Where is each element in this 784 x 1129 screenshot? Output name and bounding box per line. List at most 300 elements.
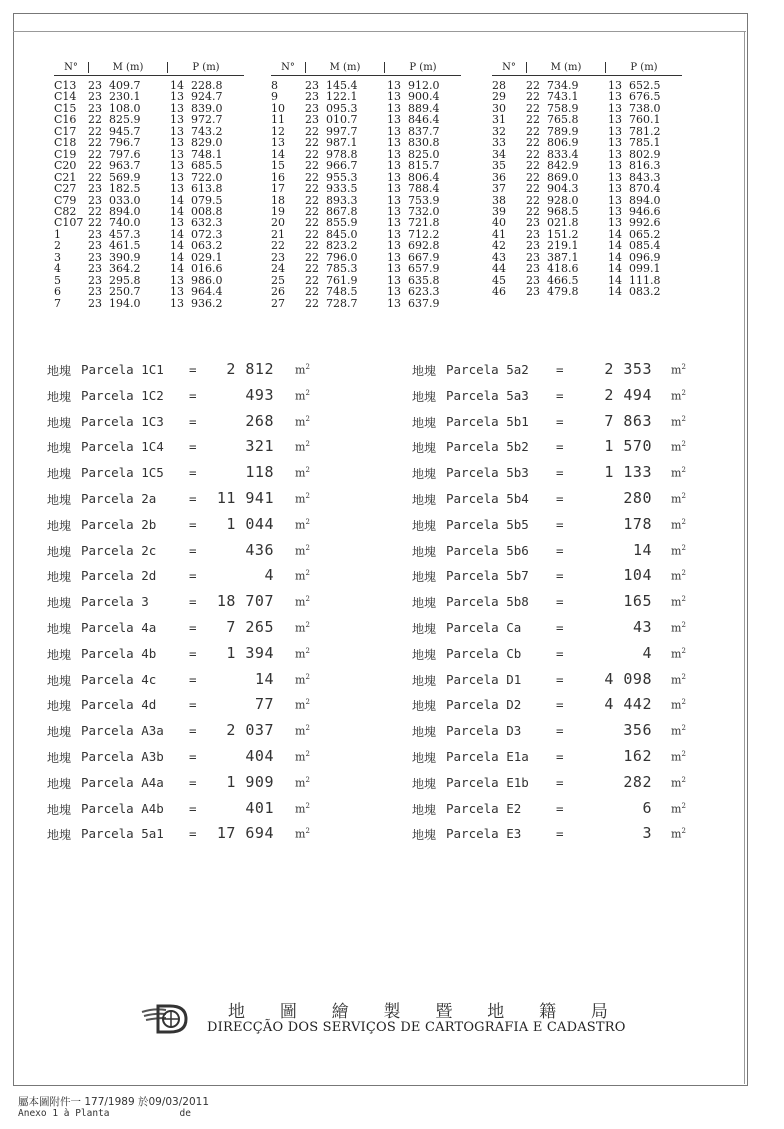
point-number: C13: [54, 79, 77, 92]
parcel-name: Parcela A4b: [81, 800, 164, 816]
parcel-prefix-zh: 地塊: [47, 467, 72, 482]
coord-m: 22 765.8: [526, 113, 579, 127]
parcel-name: Parcela 5a1: [81, 826, 164, 842]
parcel-row: [47, 800, 347, 818]
equals-sign: =: [556, 774, 564, 790]
coord-m: 22 987.1: [305, 136, 358, 150]
frame-line-right: [744, 31, 745, 1084]
parcel-prefix-zh: 地塊: [47, 596, 72, 611]
area-unit: $m^2$: [671, 569, 686, 584]
header-point-number: N°: [54, 62, 89, 73]
parcel-row: [412, 696, 712, 714]
parcel-area-value: 4 098: [604, 669, 652, 688]
coord-p: 14 008.8: [170, 204, 223, 218]
equals-sign: =: [189, 723, 197, 739]
coord-m: 23 095.3: [305, 101, 358, 115]
unit-exponent: 2: [305, 672, 310, 681]
coord-p: 13 613.8: [170, 182, 223, 196]
unit-exponent: 2: [305, 363, 310, 371]
parcel-row: [47, 696, 347, 714]
equals-sign: =: [556, 697, 564, 713]
coord-m: 22 743.1: [526, 90, 579, 104]
parcel-row: [47, 825, 347, 843]
coord-m: 22 997.7: [305, 124, 358, 138]
coord-p: 13 829.0: [170, 136, 223, 150]
point-number: 3: [54, 250, 61, 264]
coord-m: 22 978.8: [305, 147, 358, 161]
parcel-prefix-zh: 地塊: [47, 622, 72, 636]
parcel-name: Parcela 5b2: [446, 439, 529, 455]
parcel-name: Parcela 4b: [81, 645, 157, 661]
coord-m: 22 785.3: [305, 262, 358, 276]
equals-sign: =: [556, 465, 564, 481]
area-unit: $m^2$: [295, 750, 310, 764]
coord-p: 13 685.5: [170, 159, 223, 173]
parcel-prefix-zh: 地塊: [412, 699, 437, 714]
point-number: 24: [271, 262, 285, 276]
parcel-area-value: 165: [623, 592, 652, 611]
coord-m: 23 219.1: [526, 239, 579, 253]
parcel-area-value: 6: [642, 798, 652, 817]
parcel-area-value: 104: [623, 566, 652, 585]
parcel-name: Parcela 5b6: [446, 542, 529, 558]
parcel-name: Parcela Ca: [446, 620, 522, 635]
point-number: C16: [54, 113, 77, 127]
coordinate-rows: [271, 80, 461, 309]
area-unit: $m^2$: [671, 724, 686, 738]
parcel-prefix-zh: 地塊: [412, 441, 437, 456]
parcel-name: Parcela D2: [446, 697, 522, 713]
unit-exponent: 2: [681, 724, 686, 733]
coord-p: 13 936.2: [170, 296, 223, 310]
coord-m: 22 748.5: [305, 285, 358, 299]
parcel-name: Parcela 1C2: [81, 387, 164, 403]
parcel-name: Parcela 5b3: [446, 465, 529, 481]
coord-m: 23 466.5: [526, 273, 579, 287]
point-number: C27: [54, 182, 77, 196]
coord-p: 14 085.4: [608, 239, 661, 253]
equals-sign: =: [189, 826, 197, 842]
area-unit: $m^2$: [671, 621, 686, 635]
coord-m: 23 409.7: [88, 79, 141, 92]
coord-p: 13 894.0: [608, 193, 661, 207]
point-number: 5: [54, 273, 61, 287]
coord-p: 13 788.4: [387, 182, 440, 196]
coordinate-rows: [492, 80, 682, 298]
parcel-row: [47, 387, 347, 405]
parcel-area-value: 17 694: [216, 824, 274, 843]
coord-p: 13 785.1: [608, 136, 661, 150]
department-name-char: 繪: [331, 1002, 349, 1022]
coord-m: 22 833.4: [526, 147, 579, 161]
parcel-row: [47, 567, 347, 585]
point-number: C107: [54, 216, 84, 230]
coord-m: 22 968.5: [526, 204, 579, 218]
unit-exponent: 2: [681, 621, 686, 629]
point-number: 21: [271, 227, 285, 241]
equals-sign: =: [189, 800, 197, 816]
equals-sign: =: [556, 413, 564, 429]
area-unit: $m^2$: [295, 595, 310, 609]
parcel-name: Parcela 1C1: [81, 362, 164, 377]
coord-p: 13 802.9: [608, 147, 661, 161]
point-number: 10: [271, 101, 285, 115]
coord-m: 23 418.6: [526, 262, 579, 276]
header-point-number: N°: [492, 62, 527, 73]
coord-m: 22 796.0: [305, 250, 358, 264]
parcel-prefix-zh: 地塊: [412, 596, 437, 611]
equals-sign: =: [189, 671, 197, 687]
parcel-row: [47, 619, 347, 637]
parcel-row: [412, 464, 712, 482]
parcel-prefix-zh: 地塊: [412, 493, 437, 507]
parcel-name: Parcela 4d: [81, 697, 157, 713]
parcel-area-value: 18 707: [216, 592, 274, 611]
coordinate-row: [54, 160, 244, 171]
coord-m: 23 122.1: [305, 90, 358, 104]
point-number: C21: [54, 170, 77, 184]
coordinate-table: [492, 62, 682, 298]
unit-exponent: 2: [305, 414, 310, 423]
point-number: 6: [54, 285, 61, 299]
parcel-row: [47, 593, 347, 611]
parcel-area-value: 4: [642, 643, 652, 662]
coord-m: 22 855.9: [305, 216, 358, 230]
point-number: 13: [271, 136, 285, 150]
area-unit: $m^2$: [295, 414, 310, 429]
unit-exponent: 2: [305, 750, 310, 758]
coord-m: 23 387.1: [526, 250, 579, 264]
point-number: 40: [492, 216, 506, 230]
parcel-name: Parcela E3: [446, 826, 522, 842]
parcel-area-value: 321: [245, 437, 274, 456]
coordinate-row: [492, 286, 682, 297]
parcel-prefix-zh: 地塊: [47, 802, 72, 817]
equals-sign: =: [189, 387, 197, 403]
parcel-name: Parcela 5b7: [446, 568, 529, 584]
parcel-row: [412, 619, 712, 637]
parcel-area-value: 7 265: [226, 618, 274, 636]
parcel-prefix-zh: 地塊: [47, 776, 72, 791]
parcel-name: Parcela 5b8: [446, 594, 529, 610]
parcel-area-value: 404: [245, 747, 274, 765]
equals-sign: =: [556, 594, 564, 610]
area-unit: $m^2$: [671, 466, 686, 480]
department-name-char: 製: [383, 1002, 401, 1022]
unit-exponent: 2: [305, 827, 310, 836]
unit-exponent: 2: [305, 543, 310, 552]
area-unit: $m^2$: [671, 801, 686, 816]
area-unit: $m^2$: [295, 363, 310, 377]
coord-p: 14 228.8: [170, 79, 223, 92]
area-unit: $m^2$: [295, 517, 310, 532]
parcel-area-value: 7 863: [604, 411, 652, 430]
equals-sign: =: [189, 697, 197, 713]
parcel-area-value: 1 044: [226, 514, 274, 533]
parcel-name: Parcela 5b1: [446, 413, 529, 429]
parcel-prefix-zh: 地塊: [47, 751, 72, 765]
point-number: 22: [271, 239, 285, 253]
parcel-name: Parcela 5b5: [446, 516, 529, 532]
equals-sign: =: [556, 800, 564, 816]
coordinate-row: [271, 183, 461, 194]
coord-m: 22 928.0: [526, 193, 579, 207]
coord-p: 13 637.9: [387, 296, 440, 310]
coord-p: 13 816.3: [608, 159, 661, 173]
coordinate-table-header: [492, 62, 682, 76]
coordinate-row: [54, 263, 244, 274]
area-unit: $m^2$: [295, 440, 310, 455]
unit-exponent: 2: [681, 517, 686, 526]
unit-exponent: 2: [681, 827, 686, 836]
point-number: 17: [271, 182, 285, 196]
coord-p: 13 676.5: [608, 90, 661, 104]
coord-m: 23 021.8: [526, 216, 579, 230]
coord-m: 23 145.4: [305, 79, 358, 92]
area-unit: $m^2$: [295, 543, 310, 558]
point-number: 39: [492, 204, 506, 218]
header-p: P (m): [192, 62, 220, 73]
coord-m: 22 823.2: [305, 239, 358, 253]
point-number: 36: [492, 170, 506, 184]
parcel-name: Parcela 2b: [81, 516, 157, 532]
parcel-area-value: 1 570: [604, 437, 652, 456]
parcel-area-value: 43: [632, 618, 652, 636]
point-number: C17: [54, 124, 77, 138]
parcel-prefix-zh: 地塊: [412, 389, 437, 404]
area-unit: $m^2$: [671, 672, 686, 687]
point-number: C20: [54, 159, 77, 173]
area-unit: $m^2$: [295, 466, 310, 480]
equals-sign: =: [189, 362, 197, 377]
parcel-area-value: 1 909: [226, 772, 274, 791]
equals-sign: =: [556, 491, 564, 506]
coord-p: 13 806.4: [387, 170, 440, 184]
parcel-area-value: 14: [632, 540, 652, 559]
unit-exponent: 2: [681, 569, 686, 578]
parcel-prefix-zh: 地塊: [47, 699, 72, 714]
equals-sign: =: [556, 671, 564, 687]
coordinate-row: [492, 160, 682, 171]
parcel-area-value: 4: [264, 566, 274, 585]
coord-m: 22 869.0: [526, 170, 579, 184]
point-number: 32: [492, 124, 506, 138]
coord-p: 13 964.4: [170, 285, 223, 299]
point-number: 2: [54, 239, 61, 253]
coord-p: 14 065.2: [608, 227, 661, 241]
point-number: 26: [271, 285, 285, 299]
point-number: 33: [492, 136, 506, 150]
point-number: C19: [54, 147, 77, 161]
coord-p: 13 743.2: [170, 124, 223, 138]
area-unit: $m^2$: [295, 646, 310, 661]
area-unit: $m^2$: [295, 827, 310, 842]
parcel-name: Parcela 3: [81, 594, 149, 610]
coord-m: 23 295.8: [88, 273, 141, 287]
coord-m: 22 758.9: [526, 101, 579, 115]
parcel-name: Parcela D1: [446, 671, 522, 687]
parcel-row: [412, 645, 712, 663]
coord-m: 22 945.7: [88, 124, 141, 138]
coordinate-table: [271, 62, 461, 309]
coord-p: 13 992.6: [608, 216, 661, 230]
parcel-prefix-zh: 地塊: [47, 570, 72, 585]
coord-m: 23 033.0: [88, 193, 141, 207]
coord-m: 22 963.7: [88, 159, 141, 173]
area-unit: $m^2$: [295, 698, 310, 713]
unit-exponent: 2: [681, 595, 686, 604]
parcel-prefix-zh: 地塊: [412, 828, 437, 843]
coordinate-row: [271, 298, 461, 309]
parcel-prefix-zh: 地塊: [47, 364, 72, 378]
parcel-name: Parcela 2a: [81, 491, 157, 506]
coord-m: 22 904.3: [526, 182, 579, 196]
coord-m: 23 457.3: [88, 227, 141, 241]
coord-p: 14 079.5: [170, 193, 223, 207]
parcel-row: [412, 671, 712, 689]
parcel-prefix-zh: 地塊: [47, 725, 72, 740]
unit-exponent: 2: [305, 724, 310, 733]
coord-m: 23 182.5: [88, 182, 141, 196]
coord-p: 14 083.2: [608, 285, 661, 299]
unit-exponent: 2: [681, 646, 686, 655]
parcel-prefix-zh: 地塊: [47, 389, 72, 404]
coord-m: 22 955.3: [305, 170, 358, 184]
equals-sign: =: [189, 439, 197, 455]
unit-exponent: 2: [305, 569, 310, 578]
coord-p: 13 839.0: [170, 101, 223, 115]
area-unit: $m^2$: [671, 698, 686, 713]
coord-p: 13 667.9: [387, 250, 440, 264]
coord-p: 13 846.4: [387, 113, 440, 127]
parcel-name: Parcela A3b: [81, 749, 164, 764]
equals-sign: =: [189, 594, 197, 610]
coord-p: 13 889.4: [387, 101, 440, 115]
point-number: 46: [492, 285, 506, 299]
parcel-row: [47, 645, 347, 663]
area-unit: $m^2$: [295, 775, 310, 790]
parcel-name: Parcela 5a2: [446, 362, 529, 377]
point-number: 7: [54, 296, 61, 310]
point-number: 12: [271, 124, 285, 138]
header-m: M (m): [527, 62, 606, 73]
area-unit: $m^2$: [671, 492, 686, 506]
equals-sign: =: [189, 774, 197, 790]
area-unit: $m^2$: [295, 621, 310, 635]
coord-m: 23 108.0: [88, 101, 141, 115]
coord-p: 13 652.5: [608, 79, 661, 92]
point-number: 9: [271, 90, 278, 104]
equals-sign: =: [556, 620, 564, 635]
unit-exponent: 2: [681, 440, 686, 449]
coordinate-row: [271, 263, 461, 274]
point-number: 18: [271, 193, 285, 207]
parcel-name: Parcela 1C3: [81, 413, 164, 429]
annex-plan-de: de: [179, 1108, 191, 1119]
coord-m: 22 797.6: [88, 147, 141, 161]
coord-p: 13 692.8: [387, 239, 440, 253]
parcel-row: [47, 722, 347, 740]
coord-m: 23 151.2: [526, 227, 579, 241]
parcel-name: Parcela 4c: [81, 671, 157, 687]
parcel-area-value: 118: [245, 463, 274, 482]
point-number: C14: [54, 90, 77, 104]
coord-p: 13 722.0: [170, 170, 223, 184]
parcel-prefix-zh: 地塊: [47, 647, 72, 662]
point-number: 45: [492, 273, 506, 287]
area-unit: $m^2$: [671, 750, 686, 764]
parcel-prefix-zh: 地塊: [412, 673, 437, 688]
coord-m: 23 250.7: [88, 285, 141, 299]
unit-exponent: 2: [681, 750, 686, 758]
parcel-row: [412, 438, 712, 456]
parcel-name: Parcela A4a: [81, 774, 164, 790]
coord-p: 13 738.0: [608, 101, 661, 115]
parcel-name: Parcela 2d: [81, 568, 157, 584]
parcel-row: [412, 542, 712, 560]
coordinate-row: [492, 263, 682, 274]
coord-m: 23 479.8: [526, 285, 579, 299]
area-unit: $m^2$: [295, 569, 310, 584]
coordinate-row: [271, 160, 461, 171]
point-number: 29: [492, 90, 506, 104]
department-name-char: 局: [590, 1002, 608, 1022]
coord-p: 13 815.7: [387, 159, 440, 173]
equals-sign: =: [556, 826, 564, 842]
coord-p: 13 753.9: [387, 193, 440, 207]
parcel-area-value: 2 037: [226, 721, 274, 740]
point-number: 31: [492, 113, 506, 127]
parcel-prefix-zh: 地塊: [412, 544, 437, 559]
coord-p: 13 946.6: [608, 204, 661, 218]
point-number: 20: [271, 216, 285, 230]
point-number: 19: [271, 204, 285, 218]
parcel-prefix-zh: 地塊: [412, 647, 437, 662]
equals-sign: =: [189, 491, 197, 506]
parcel-area-value: 2 812: [226, 360, 274, 378]
area-unit: $m^2$: [671, 646, 686, 661]
parcel-area-value: 3: [642, 824, 652, 843]
coord-p: 13 837.7: [387, 124, 440, 138]
area-unit: $m^2$: [671, 543, 686, 558]
parcel-name: Parcela E2: [446, 800, 522, 816]
parcel-area-value: 268: [245, 411, 274, 430]
area-unit: $m^2$: [671, 517, 686, 532]
equals-sign: =: [189, 568, 197, 584]
parcel-prefix-zh: 地塊: [47, 673, 72, 688]
equals-sign: =: [189, 542, 197, 558]
coord-p: 14 063.2: [170, 239, 223, 253]
parcel-row: [47, 542, 347, 560]
coordinate-row: [54, 298, 244, 309]
equals-sign: =: [556, 723, 564, 739]
area-unit: $m^2$: [671, 775, 686, 790]
parcel-row: [412, 516, 712, 534]
point-number: 28: [492, 79, 506, 92]
area-unit: $m^2$: [295, 672, 310, 687]
parcel-area-value: 14: [254, 669, 274, 688]
coord-p: 13 635.8: [387, 273, 440, 287]
coord-p: 13 712.2: [387, 227, 440, 241]
header-p: P (m): [630, 62, 658, 73]
parcel-area-value: 401: [245, 798, 274, 817]
department-name-char: 地: [228, 1002, 245, 1022]
parcel-row: [47, 361, 347, 379]
point-number: C79: [54, 193, 77, 207]
parcel-row: [47, 516, 347, 534]
equals-sign: =: [189, 413, 197, 429]
point-number: 15: [271, 159, 285, 173]
